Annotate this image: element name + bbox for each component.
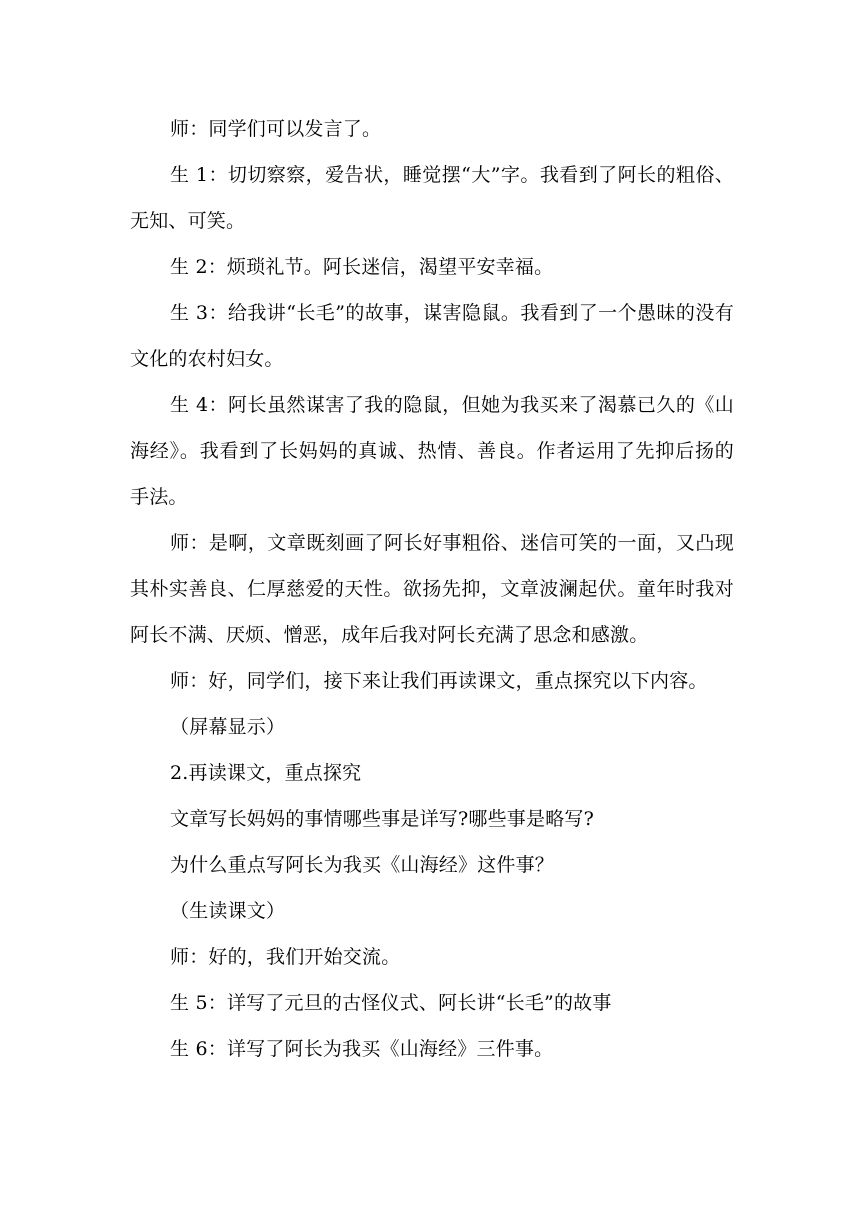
paragraph-student-2: 生 2：烦琐礼节。阿长迷信，渴望平安幸福。 (170, 256, 554, 278)
paragraph-teacher-invite: 师：同学们可以发言了。 (170, 118, 382, 140)
paragraph-student-5: 生 5：详写了元旦的古怪仪式、阿长讲“长毛”的故事 (170, 992, 612, 1014)
paragraph-screen-display: （屏幕显示） (170, 716, 286, 738)
paragraph-question-1: 文章写长妈妈的事情哪些事是详写?哪些事是略写? (170, 808, 594, 830)
paragraph-teacher-exchange: 师：好的，我们开始交流。 (170, 946, 401, 968)
paragraph-student-3: 生 3：给我讲“长毛”的故事，谋害隐鼠。我看到了一个愚昧的没有文化的农村妇女。 (130, 302, 734, 370)
document-body (130, 106, 734, 1072)
paragraph-student-4: 生 4：阿长虽然谋害了我的隐鼠，但她为我买来了渴慕已久的《山海经》。我看到了长妈妈的真诚、热情、善良。作者运用了先抑后扬的手法。 (130, 394, 734, 508)
paragraph-section-heading: 2.再读课文，重点探究 (170, 762, 362, 784)
paragraph-student-6: 生 6：详写了阿长为我买《山海经》三件事。 (170, 1038, 554, 1060)
paragraph-teacher-summary: 师：是啊，文章既刻画了阿长好事粗俗、迷信可笑的一面，又凸现其朴实善良、仁厚慈爱的天性。欲扬先抑，文章波澜起伏。童年时我对阿长不满、厌烦、憎恶，成年后我对阿长充满了思念和感激。 (130, 532, 734, 646)
paragraph-teacher-reread: 师：好，同学们，接下来让我们再读课文，重点探究以下内容。 (170, 670, 708, 692)
paragraph-student-1: 生 1：切切察察，爱告状，睡觉摆“大”字。我看到了阿长的粗俗、无知、可笑。 (130, 164, 734, 232)
paragraph-students-read: （生读课文） (170, 900, 286, 922)
paragraph-question-2: 为什么重点写阿长为我买《山海经》这件事？ (170, 854, 555, 876)
